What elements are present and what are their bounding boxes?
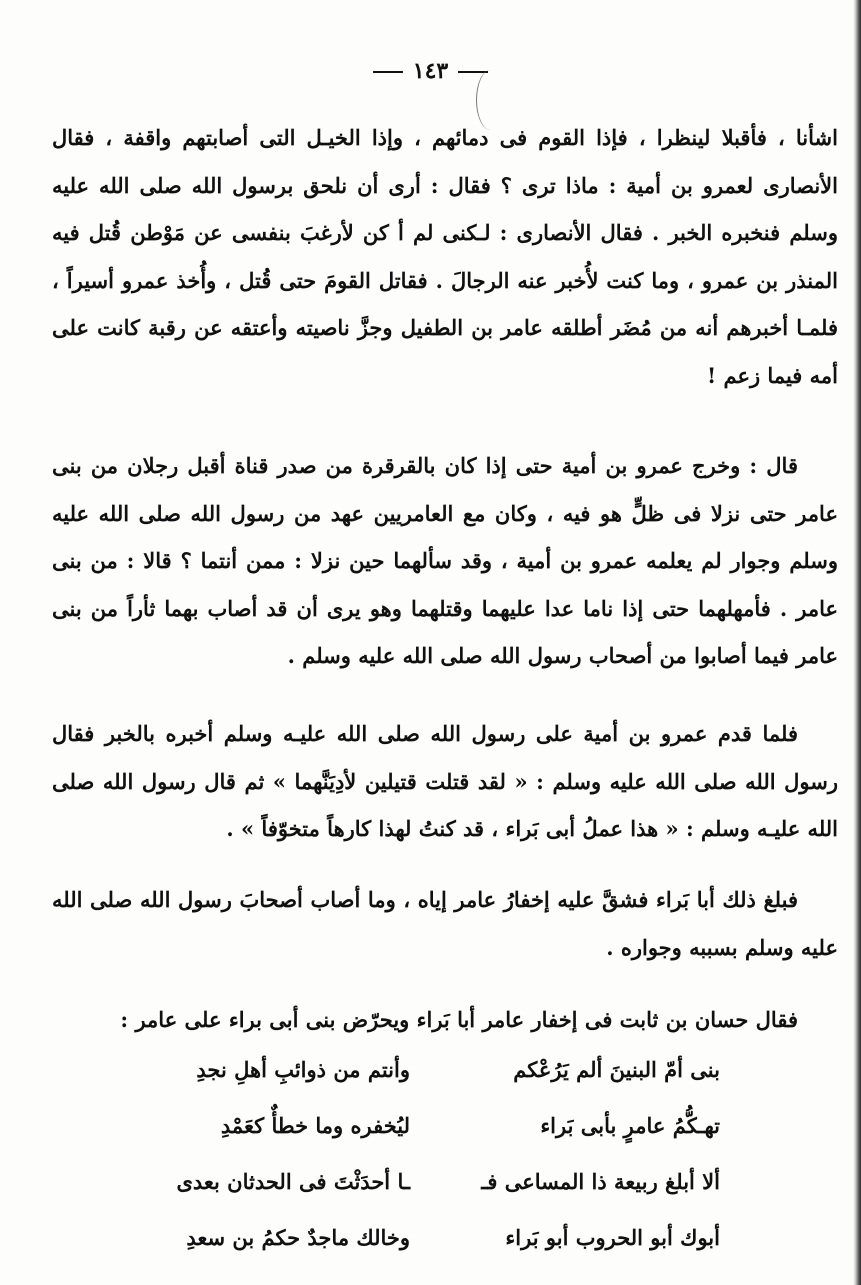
paragraph-text: فلما قدم عمرو بن أمية على رسول الله صلى الله عليـه وسلم أخبره بالخبر فقال رسول الله صلى الله عليه وسلم : « لقد قتلت قتيلين لأدِيَنَّهما » ثم قال رسول الله صلى الله عليـه وسلم : « هذا عملُ أبى بَراء ، قد كنتُ لهذا كارهاً متخوّفاً » . xyxy=(52,721,838,841)
verse-first-hemistich: ألا أبلغ ربيعة ذا المساعى فـ xyxy=(481,1169,720,1194)
page-number: ١٤٣ xyxy=(412,58,449,84)
poem-verse xyxy=(160,1098,720,1154)
poem-verse xyxy=(160,1154,720,1210)
paragraph-2 xyxy=(52,442,838,680)
header-dash-right xyxy=(373,71,403,73)
paragraph-text: فبلغ ذلك أبا بَراء فشقَّ عليه إخفارُ عامر إياه ، وما أصاب أصحابَ رسول الله صلى الله عليه وسلم بسببه وجواره . xyxy=(52,887,838,960)
page-header xyxy=(0,58,861,84)
paragraph-3 xyxy=(52,710,838,853)
verse-first-hemistich: بنى أمّ البنينَ ألم يَرُعْكم xyxy=(513,1057,720,1082)
verse-first-hemistich: أبوك أبو الحروب أبو بَراء xyxy=(505,1225,720,1250)
paragraph-text: قال : وخرج عمرو بن أمية حتى إذا كان بالقرقرة من صدر قناة أقبل رجلان من بنى عامر حتى نزلا فى ظلٍّ هو فيه ، وكان مع العامريين عهد من رسول الله صلى الله عليه وسلم وجوار لم يعلمه عمرو بن أمية ، وقد سألهما حين نزلا : ممن أنتما ؟ قالا : من بنى عامر . فأمهلهما حتى إذا ناما عدا عليهما وقتلهما وهو يرى أن قد أصاب بهما ثأراً من بنى عامر فيما أصابوا من أصحاب رسول الله صلى الله عليه وسلم . xyxy=(52,453,838,668)
poem-introduction xyxy=(52,996,838,1044)
paragraph-4 xyxy=(52,876,838,971)
poem xyxy=(160,1042,720,1266)
verse-second-hemistich: ـا أحدَثْتَ فى الحدثان بعدى xyxy=(176,1169,410,1194)
page-edge-shadow xyxy=(853,0,861,1285)
poem-verse xyxy=(160,1042,720,1098)
verse-second-hemistich: ليُخفره وما خطأٌ كعَمْدِ xyxy=(220,1113,410,1138)
poem-verse xyxy=(160,1210,720,1266)
verse-second-hemistich: وخالك ماجدٌ حكمُ بن سعدِ xyxy=(186,1225,410,1250)
paragraph-1 xyxy=(52,114,838,399)
verse-second-hemistich: وأنتم من ذوائبِ أهلِ نجدِ xyxy=(196,1057,410,1082)
verse-first-hemistich: تهـكُّمُ عامرٍ بأبى بَراء xyxy=(540,1113,720,1138)
paragraph-text: فقال حسان بن ثابت فى إخفار عامر أبا بَراء ويحرّض بنى أبى براء على عامر : xyxy=(120,1007,798,1032)
paragraph-text: اشأنا ، فأقبلا لينظرا ، فإذا القوم فى دمائهم ، وإذا الخيـل التى أصابتهم واقفة ، فقال الأنصارى لعمرو بن أمية : ماذا ترى ؟ فقال : أرى أن نلحق برسول الله صلى الله عليه وسلم فنخبره الخبر . فقال الأنصارى : لـكنى لم أ كن لأرغبَ بنفسى عن مَوْطن قُتل فيه المنذر بن عمرو ، وما كنت لأُخبر عنه الرجالَ . فقاتل القومَ حتى قُتل ، وأُخذ عمرو أسيراً ، فلمـا أخبرهم أنه من مُضَر أطلقه عامر بن الطفيل وجزَّ ناصيته وأعتقه عن رقبة كانت على أمه فيما زعم ! xyxy=(52,125,838,388)
